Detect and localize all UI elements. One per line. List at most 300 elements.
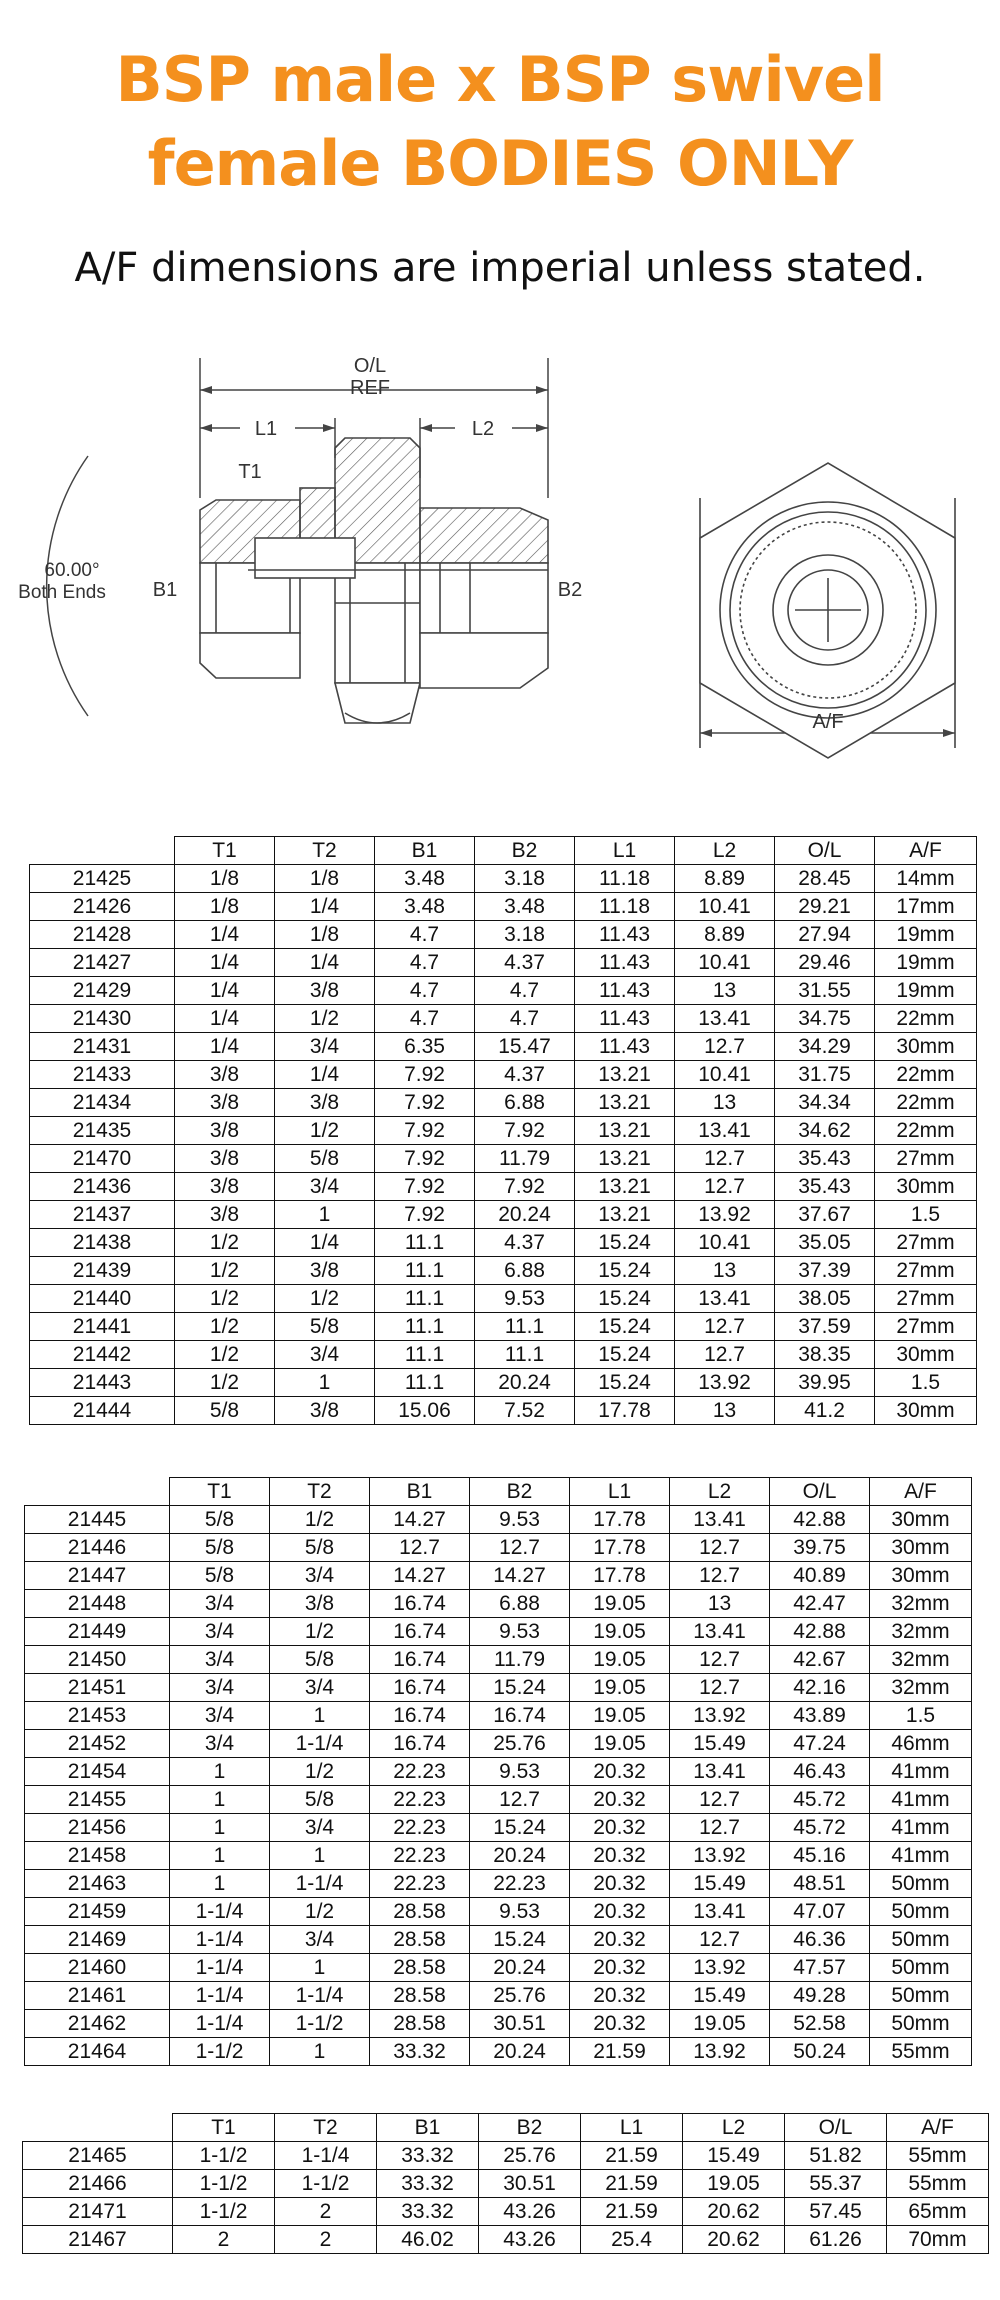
cell-t1: 1/2 — [175, 1369, 275, 1397]
cell-ol: 37.67 — [775, 1201, 875, 1229]
cell-af: 50mm — [870, 1982, 972, 2010]
cell-l1: 20.32 — [570, 1814, 670, 1842]
l2-label: L2 — [471, 418, 495, 440]
cell-t1: 1-1/4 — [170, 2010, 270, 2038]
col-header-af: A/F — [875, 837, 977, 865]
cell-t2: 1/2 — [270, 1898, 370, 1926]
cell-l1: 17.78 — [570, 1562, 670, 1590]
cell-b2: 30.51 — [470, 2010, 570, 2038]
cell-t1: 3/8 — [175, 1061, 275, 1089]
cell-ol: 47.24 — [770, 1730, 870, 1758]
cell-b1: 7.92 — [375, 1201, 475, 1229]
cell-l2: 12.7 — [670, 1926, 770, 1954]
cell-b1: 7.92 — [375, 1145, 475, 1173]
cell-ol: 28.45 — [775, 865, 875, 893]
cell-part-number: 21470 — [30, 1145, 175, 1173]
cell-ol: 31.55 — [775, 977, 875, 1005]
cell-b2: 11.1 — [475, 1341, 575, 1369]
cell-af: 1.5 — [875, 1201, 977, 1229]
cell-b2: 25.76 — [479, 2142, 581, 2170]
cell-b2: 3.18 — [475, 921, 575, 949]
cell-b2: 4.7 — [475, 977, 575, 1005]
col-header-t1: T1 — [173, 2114, 275, 2142]
cell-ol: 29.46 — [775, 949, 875, 977]
cell-af: 30mm — [870, 1562, 972, 1590]
table-row — [30, 1229, 977, 1257]
cell-t2: 1/2 — [275, 1005, 375, 1033]
cell-l1: 17.78 — [575, 1397, 675, 1425]
cell-l1: 11.43 — [575, 977, 675, 1005]
cell-af: 27mm — [875, 1145, 977, 1173]
table-row — [30, 949, 977, 977]
cell-part-number: 21469 — [25, 1926, 170, 1954]
cell-part-number: 21427 — [30, 949, 175, 977]
cell-af: 55mm — [887, 2142, 989, 2170]
cell-ol: 46.43 — [770, 1758, 870, 1786]
cell-part-number: 21456 — [25, 1814, 170, 1842]
cell-l2: 13.41 — [670, 1898, 770, 1926]
cell-t1: 1/8 — [175, 865, 275, 893]
fitting-technical-drawing — [0, 338, 1000, 808]
cell-t2: 3/4 — [275, 1033, 375, 1061]
table-row — [30, 893, 977, 921]
table-row — [25, 2010, 972, 2038]
cell-b1: 7.92 — [375, 1117, 475, 1145]
cell-l1: 21.59 — [581, 2170, 683, 2198]
cell-t2: 1 — [270, 1954, 370, 1982]
cell-b2: 6.88 — [475, 1257, 575, 1285]
cell-l2: 20.62 — [683, 2198, 785, 2226]
col-header-l2: L2 — [683, 2114, 785, 2142]
cell-b2: 9.53 — [470, 1506, 570, 1534]
cell-t2: 1/2 — [275, 1117, 375, 1145]
col-header-b1: B1 — [375, 837, 475, 865]
table-row — [30, 1341, 977, 1369]
cell-b2: 7.92 — [475, 1117, 575, 1145]
col-header-t1: T1 — [170, 1478, 270, 1506]
cell-b1: 28.58 — [370, 1898, 470, 1926]
title-line-1: BSP male x BSP swivel — [115, 43, 885, 116]
cell-t1: 3/4 — [170, 1730, 270, 1758]
cell-b1: 22.23 — [370, 1786, 470, 1814]
cell-t2: 1/4 — [275, 949, 375, 977]
cell-l2: 13.41 — [670, 1758, 770, 1786]
af-label: A/F — [812, 711, 844, 733]
cell-l1: 19.05 — [570, 1730, 670, 1758]
cell-t1: 3/8 — [175, 1201, 275, 1229]
cell-l2: 13 — [675, 1257, 775, 1285]
cell-ol: 29.21 — [775, 893, 875, 921]
cell-ol: 41.2 — [775, 1397, 875, 1425]
cell-part-number: 21465 — [23, 2142, 173, 2170]
cell-b1: 28.58 — [370, 1982, 470, 2010]
cell-l2: 15.49 — [683, 2142, 785, 2170]
dimensions-table-2 — [24, 1477, 972, 2066]
cell-t1: 5/8 — [170, 1562, 270, 1590]
cell-af: 50mm — [870, 1898, 972, 1926]
cell-b1: 16.74 — [370, 1674, 470, 1702]
cell-t1: 3/4 — [170, 1646, 270, 1674]
table-row — [30, 921, 977, 949]
cell-b1: 33.32 — [377, 2198, 479, 2226]
cell-b2: 11.79 — [470, 1646, 570, 1674]
subtitle: A/F dimensions are imperial unless stated. — [74, 245, 926, 291]
cell-l1: 19.05 — [570, 1702, 670, 1730]
cell-b2: 6.88 — [470, 1590, 570, 1618]
cell-l1: 13.21 — [575, 1089, 675, 1117]
table-row — [30, 1061, 977, 1089]
cell-ol: 39.95 — [775, 1369, 875, 1397]
col-header-l1: L1 — [570, 1478, 670, 1506]
cell-t1: 5/8 — [170, 1534, 270, 1562]
cell-l1: 19.05 — [570, 1674, 670, 1702]
cell-t1: 5/8 — [170, 1506, 270, 1534]
cell-b1: 3.48 — [375, 865, 475, 893]
cell-af: 22mm — [875, 1117, 977, 1145]
cell-ol: 45.72 — [770, 1814, 870, 1842]
cell-t2: 1/8 — [275, 865, 375, 893]
ol-label: O/L — [353, 355, 387, 377]
col-header-ol: O/L — [785, 2114, 887, 2142]
cell-part-number: 21459 — [25, 1898, 170, 1926]
cell-t1: 3/4 — [170, 1674, 270, 1702]
cell-ol: 34.29 — [775, 1033, 875, 1061]
cell-b2: 20.24 — [470, 1842, 570, 1870]
cell-t1: 3/4 — [170, 1702, 270, 1730]
col-header-l2: L2 — [675, 837, 775, 865]
table-row — [30, 1173, 977, 1201]
cell-part-number: 21467 — [23, 2226, 173, 2254]
cell-ol: 43.89 — [770, 1702, 870, 1730]
cell-t2: 1/4 — [275, 1229, 375, 1257]
cell-t2: 1 — [270, 1842, 370, 1870]
cell-b2: 22.23 — [470, 1870, 570, 1898]
cell-part-number: 21434 — [30, 1089, 175, 1117]
cell-t1: 3/8 — [175, 1173, 275, 1201]
cell-l2: 15.49 — [670, 1730, 770, 1758]
table-row — [25, 1730, 972, 1758]
cell-part-number: 21464 — [25, 2038, 170, 2066]
cell-b2: 9.53 — [475, 1285, 575, 1313]
cell-b2: 12.7 — [470, 1786, 570, 1814]
cell-ol: 47.07 — [770, 1898, 870, 1926]
table-row — [25, 1926, 972, 1954]
cell-l2: 13.41 — [675, 1117, 775, 1145]
cell-l2: 12.7 — [670, 1674, 770, 1702]
cell-af: 1.5 — [875, 1369, 977, 1397]
cell-ol: 34.75 — [775, 1005, 875, 1033]
cell-t2: 3/4 — [270, 1926, 370, 1954]
cell-l1: 13.21 — [575, 1145, 675, 1173]
cell-ol: 42.47 — [770, 1590, 870, 1618]
page-title — [0, 38, 1000, 206]
cell-t2: 1/4 — [275, 893, 375, 921]
cell-t1: 3/8 — [175, 1089, 275, 1117]
cell-b2: 15.24 — [470, 1814, 570, 1842]
cell-b1: 28.58 — [370, 2010, 470, 2038]
cell-af: 50mm — [870, 1926, 972, 1954]
cell-af: 30mm — [875, 1033, 977, 1061]
cell-l1: 20.32 — [570, 1870, 670, 1898]
cell-b1: 28.58 — [370, 1926, 470, 1954]
cell-t2: 1-1/4 — [270, 1730, 370, 1758]
cell-b1: 22.23 — [370, 1814, 470, 1842]
cell-t1: 1/4 — [175, 1033, 275, 1061]
cell-b1: 11.1 — [375, 1313, 475, 1341]
table-row — [25, 1814, 972, 1842]
angle-label: 60.00° — [44, 560, 100, 581]
cell-b1: 3.48 — [375, 893, 475, 921]
cell-b2: 15.24 — [470, 1674, 570, 1702]
cell-af: 1.5 — [870, 1702, 972, 1730]
col-header-b2: B2 — [470, 1478, 570, 1506]
cell-l2: 15.49 — [670, 1870, 770, 1898]
cell-l1: 20.32 — [570, 1926, 670, 1954]
cell-t1: 1-1/4 — [170, 1982, 270, 2010]
cell-af: 41mm — [870, 1814, 972, 1842]
cell-b2: 9.53 — [470, 1898, 570, 1926]
cell-t2: 1/2 — [270, 1506, 370, 1534]
table-row — [30, 1369, 977, 1397]
cell-l2: 8.89 — [675, 921, 775, 949]
table-row — [25, 2038, 972, 2066]
cell-l2: 10.41 — [675, 949, 775, 977]
cell-ol: 42.88 — [770, 1506, 870, 1534]
cell-ol: 35.05 — [775, 1229, 875, 1257]
cell-l1: 15.24 — [575, 1313, 675, 1341]
cell-b1: 11.1 — [375, 1257, 475, 1285]
cell-t2: 5/8 — [270, 1786, 370, 1814]
cell-ol: 46.36 — [770, 1926, 870, 1954]
table-row — [30, 1033, 977, 1061]
table-row — [30, 1397, 977, 1425]
cell-b2: 7.52 — [475, 1397, 575, 1425]
col-header-t1: T1 — [175, 837, 275, 865]
cell-ol: 45.16 — [770, 1842, 870, 1870]
col-header-t2: T2 — [275, 2114, 377, 2142]
cell-t1: 1 — [170, 1842, 270, 1870]
table-row — [25, 1870, 972, 1898]
cell-l2: 13.41 — [675, 1005, 775, 1033]
cell-t2: 3/4 — [270, 1562, 370, 1590]
col-header-af: A/F — [887, 2114, 989, 2142]
cell-t1: 1/2 — [175, 1229, 275, 1257]
header-blank — [30, 837, 175, 865]
cell-part-number: 21436 — [30, 1173, 175, 1201]
cell-t2: 2 — [275, 2198, 377, 2226]
cell-ol: 31.75 — [775, 1061, 875, 1089]
cell-af: 30mm — [870, 1506, 972, 1534]
table-row — [25, 1842, 972, 1870]
cell-b2: 6.88 — [475, 1089, 575, 1117]
cell-af: 50mm — [870, 2010, 972, 2038]
cell-b1: 16.74 — [370, 1590, 470, 1618]
cell-ol: 52.58 — [770, 2010, 870, 2038]
cell-b2: 9.53 — [470, 1758, 570, 1786]
cell-l2: 15.49 — [670, 1982, 770, 2010]
cell-b1: 11.1 — [375, 1285, 475, 1313]
cell-b2: 11.1 — [475, 1313, 575, 1341]
cell-t2: 3/8 — [275, 1257, 375, 1285]
cell-part-number: 21448 — [25, 1590, 170, 1618]
cell-part-number: 21440 — [30, 1285, 175, 1313]
cell-l2: 13.41 — [675, 1285, 775, 1313]
t1-label: T1 — [238, 461, 262, 483]
cell-l1: 15.24 — [575, 1229, 675, 1257]
cell-b2: 20.24 — [475, 1369, 575, 1397]
cell-t2: 3/4 — [275, 1341, 375, 1369]
cell-l1: 17.78 — [570, 1506, 670, 1534]
cell-af: 27mm — [875, 1257, 977, 1285]
col-header-ol: O/L — [770, 1478, 870, 1506]
cell-l2: 13.92 — [675, 1201, 775, 1229]
col-header-l2: L2 — [670, 1478, 770, 1506]
cell-part-number: 21453 — [25, 1702, 170, 1730]
cell-af: 30mm — [870, 1534, 972, 1562]
cell-af: 19mm — [875, 921, 977, 949]
cell-l1: 15.24 — [575, 1369, 675, 1397]
cell-b1: 7.92 — [375, 1173, 475, 1201]
cell-af: 41mm — [870, 1758, 972, 1786]
cell-ol: 47.57 — [770, 1954, 870, 1982]
cell-ol: 35.43 — [775, 1145, 875, 1173]
table-row — [23, 2170, 989, 2198]
cell-t2: 1-1/2 — [275, 2170, 377, 2198]
cell-t1: 1-1/2 — [173, 2142, 275, 2170]
table-row — [30, 1285, 977, 1313]
ref-label: REF — [350, 377, 390, 399]
cell-b2: 15.47 — [475, 1033, 575, 1061]
cell-t1: 1/8 — [175, 893, 275, 921]
cell-t2: 1-1/4 — [275, 2142, 377, 2170]
cell-af: 17mm — [875, 893, 977, 921]
cell-l1: 19.05 — [570, 1646, 670, 1674]
cell-ol: 39.75 — [770, 1534, 870, 1562]
cell-l1: 20.32 — [570, 1898, 670, 1926]
cell-t2: 3/8 — [275, 1397, 375, 1425]
dimensions-table-1 — [29, 836, 977, 1425]
cell-t2: 5/8 — [275, 1145, 375, 1173]
cell-l2: 8.89 — [675, 865, 775, 893]
cell-l2: 13.92 — [670, 1954, 770, 1982]
cell-t2: 1-1/2 — [270, 2010, 370, 2038]
cell-l2: 10.41 — [675, 1061, 775, 1089]
cell-af: 22mm — [875, 1005, 977, 1033]
cell-part-number: 21451 — [25, 1674, 170, 1702]
cell-ol: 38.05 — [775, 1285, 875, 1313]
cell-l1: 13.21 — [575, 1117, 675, 1145]
cell-b2: 3.48 — [475, 893, 575, 921]
cell-ol: 37.39 — [775, 1257, 875, 1285]
cell-b1: 28.58 — [370, 1954, 470, 1982]
cell-b1: 15.06 — [375, 1397, 475, 1425]
cell-l1: 25.4 — [581, 2226, 683, 2254]
table-row — [25, 1982, 972, 2010]
cell-l2: 10.41 — [675, 893, 775, 921]
cell-af: 70mm — [887, 2226, 989, 2254]
cell-l2: 13 — [675, 1089, 775, 1117]
cell-part-number: 21452 — [25, 1730, 170, 1758]
cell-af: 55mm — [887, 2170, 989, 2198]
table-row — [25, 1758, 972, 1786]
cell-b1: 33.32 — [377, 2142, 479, 2170]
table-row — [30, 1089, 977, 1117]
cell-t2: 3/4 — [270, 1814, 370, 1842]
cell-part-number: 21428 — [30, 921, 175, 949]
table-row — [25, 1590, 972, 1618]
table-row — [25, 1954, 972, 1982]
cell-af: 30mm — [875, 1173, 977, 1201]
dimensions-table-3 — [22, 2113, 989, 2254]
table-row — [25, 1618, 972, 1646]
cell-t2: 1/2 — [270, 1618, 370, 1646]
table-row — [30, 1201, 977, 1229]
cell-l2: 13.92 — [670, 1702, 770, 1730]
cell-l2: 13 — [675, 977, 775, 1005]
cell-b1: 22.23 — [370, 1870, 470, 1898]
cell-t1: 1/4 — [175, 977, 275, 1005]
cell-t1: 1/2 — [175, 1285, 275, 1313]
cell-t1: 5/8 — [175, 1397, 275, 1425]
cell-part-number: 21442 — [30, 1341, 175, 1369]
header-blank — [25, 1478, 170, 1506]
cell-l1: 20.32 — [570, 1954, 670, 1982]
cell-b2: 4.7 — [475, 1005, 575, 1033]
cell-t1: 1/2 — [175, 1313, 275, 1341]
cell-l1: 11.43 — [575, 1005, 675, 1033]
col-header-af: A/F — [870, 1478, 972, 1506]
cell-af: 22mm — [875, 1089, 977, 1117]
cell-l1: 20.32 — [570, 1982, 670, 2010]
cell-b2: 7.92 — [475, 1173, 575, 1201]
cell-b1: 7.92 — [375, 1061, 475, 1089]
cell-part-number: 21458 — [25, 1842, 170, 1870]
cell-af: 27mm — [875, 1229, 977, 1257]
cell-b1: 22.23 — [370, 1842, 470, 1870]
cell-t1: 1-1/4 — [170, 1926, 270, 1954]
cell-t2: 1 — [270, 2038, 370, 2066]
cell-t1: 1-1/4 — [170, 1954, 270, 1982]
cell-af: 46mm — [870, 1730, 972, 1758]
cell-part-number: 21437 — [30, 1201, 175, 1229]
col-header-b1: B1 — [370, 1478, 470, 1506]
cell-part-number: 21425 — [30, 865, 175, 893]
cell-af: 65mm — [887, 2198, 989, 2226]
cell-part-number: 21461 — [25, 1982, 170, 2010]
cell-b1: 12.7 — [370, 1534, 470, 1562]
cell-l1: 11.43 — [575, 1033, 675, 1061]
cell-part-number: 21447 — [25, 1562, 170, 1590]
cell-b1: 33.32 — [377, 2170, 479, 2198]
cell-l1: 15.24 — [575, 1341, 675, 1369]
cell-ol: 50.24 — [770, 2038, 870, 2066]
cell-l2: 19.05 — [683, 2170, 785, 2198]
cell-af: 22mm — [875, 1061, 977, 1089]
cell-part-number: 21471 — [23, 2198, 173, 2226]
cell-t1: 1 — [170, 1870, 270, 1898]
cell-l2: 19.05 — [670, 2010, 770, 2038]
cell-t2: 1 — [275, 1201, 375, 1229]
cell-b1: 14.27 — [370, 1506, 470, 1534]
cell-part-number: 21438 — [30, 1229, 175, 1257]
cell-l2: 12.7 — [670, 1562, 770, 1590]
cell-ol: 34.62 — [775, 1117, 875, 1145]
table-row — [25, 1506, 972, 1534]
cell-t1: 3/8 — [175, 1145, 275, 1173]
cell-b1: 16.74 — [370, 1730, 470, 1758]
cell-t2: 1 — [270, 1702, 370, 1730]
cell-b1: 16.74 — [370, 1646, 470, 1674]
